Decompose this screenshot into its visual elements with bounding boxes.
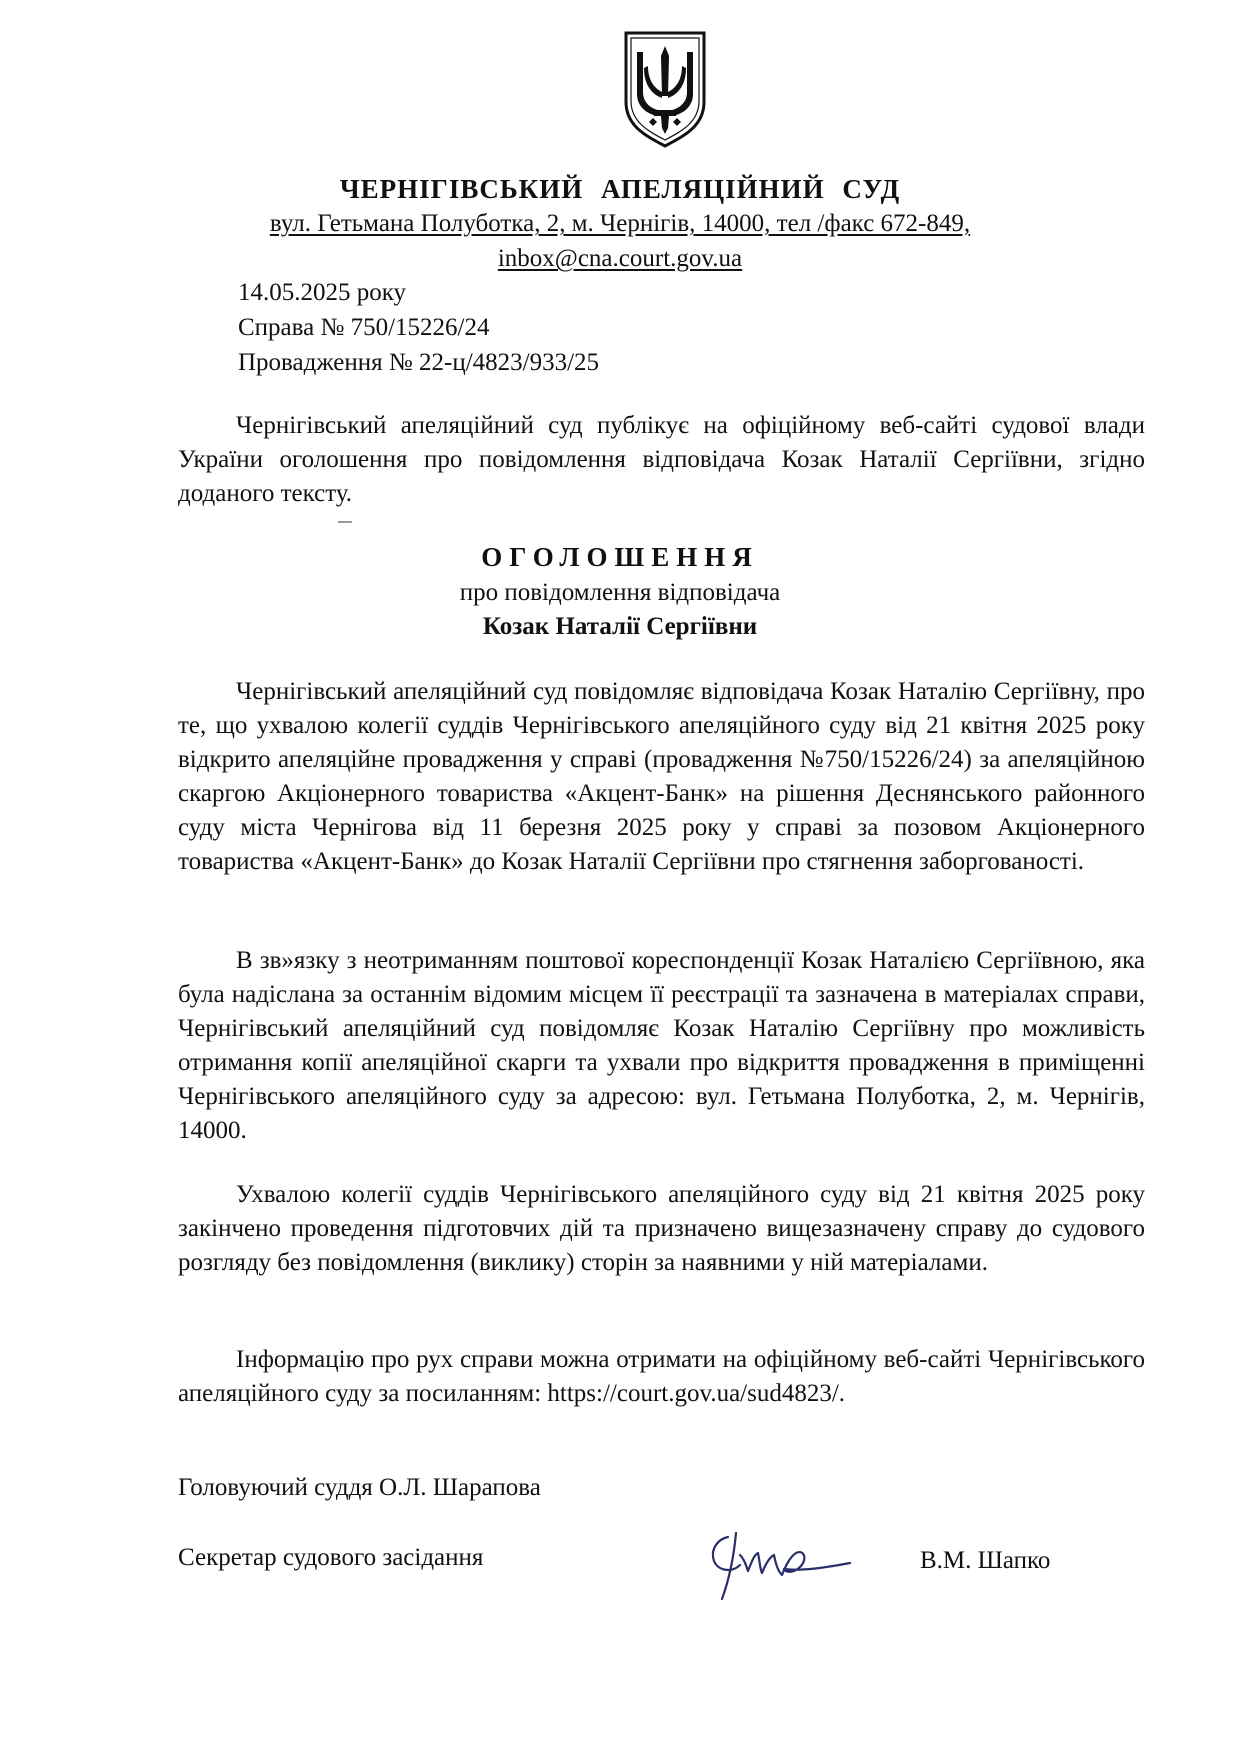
intro-paragraph: Чернігівський апеляційний суд публікує на офіційному веб-сайті судової влади України оголошення про повідомлення відповідача Козак Наталії Сергіївни, згідно доданого тексту. [178,412,1145,507]
proceeding-number: Провадження № 22-ц/4823/933/25 [238,349,600,376]
body-paragraph-2: В зв»язку з неотриманням поштової кореспонденції Козак Наталією Сергіївною, яка була надіслана за останнім відомим місцем її реєстрації та зазначена в матеріалах справи, Чернігівський апеляційний суд повідомляє Козак Наталію Сергіївну про можливість отримання копії апеляційної скарги та ухвали про відкриття провадження в приміщенні Чернігівського апеляційного суду за адресою: вул. Гетьмана Полуботка, 2, м. Чернігів, 14000. [178,947,1145,1144]
case-number: Справа № 750/15226/24 [238,314,490,341]
court-name: ЧЕРНІГІВСЬКИЙ АПЕЛЯЦІЙНИЙ СУД [339,174,901,204]
announcement-title: ОГОЛОШЕННЯ [481,542,759,572]
body-paragraph-1: Чернігівський апеляційний суд повідомляє відповідача Козак Наталію Сергіївну, про те, що ухвалою колегії суддів Чернігівського апеляційного суду від 21 квітня 2025 року відкрито апеляційне провадження у справі (провадження №750/15226/24) за апеляційною скаргою Акціонерного товариства «Акцент-Банк» на рішення Деснянського районного суду міста Чернігова від 11 березня 2025 року у справі за позовом Акціонерного товариства «Акцент-Банк» до Козак Наталії Сергіївни про стягнення заборгованості. [178,678,1145,875]
handwritten-signature [700,1515,860,1605]
body-paragraph-4: Інформацію про рух справи можна отримати на офіційному веб-сайті Чернігівського апеляційного суду за посиланням: https://court.gov.ua/sud4823/. [178,1346,1145,1407]
scan-speck [338,521,352,523]
court-email[interactable]: inbox@cna.court.gov.ua [497,245,743,272]
document-date: 14.05.2025 року [238,279,407,306]
body-paragraph-3: Ухвалою колегії суддів Чернігівського апеляційного суду від 21 квітня 2025 року закінчено проведення підготовчих дій та призначено вищезазначену справу до судового розгляду без повідомлення (виклику) сторін за наявними у ній матеріалами. [178,1181,1145,1276]
coat-of-arms-trident-icon [622,30,708,148]
document-meta [238,275,599,380]
secretary-title: Секретар судового засідання [178,1544,484,1571]
announcement-subject: Козак Наталії Сергіївни [482,613,758,640]
court-address: вул. Гетьмана Полуботка, 2, м. Чернігів, 14000, тел /факс 672-849, [269,210,971,237]
announcement-subtitle: про повідомлення відповідача [459,579,781,606]
secretary-name: В.М. Шапко [920,1547,1051,1574]
presiding-judge: Головуючий суддя О.Л. Шарапова [178,1474,541,1501]
